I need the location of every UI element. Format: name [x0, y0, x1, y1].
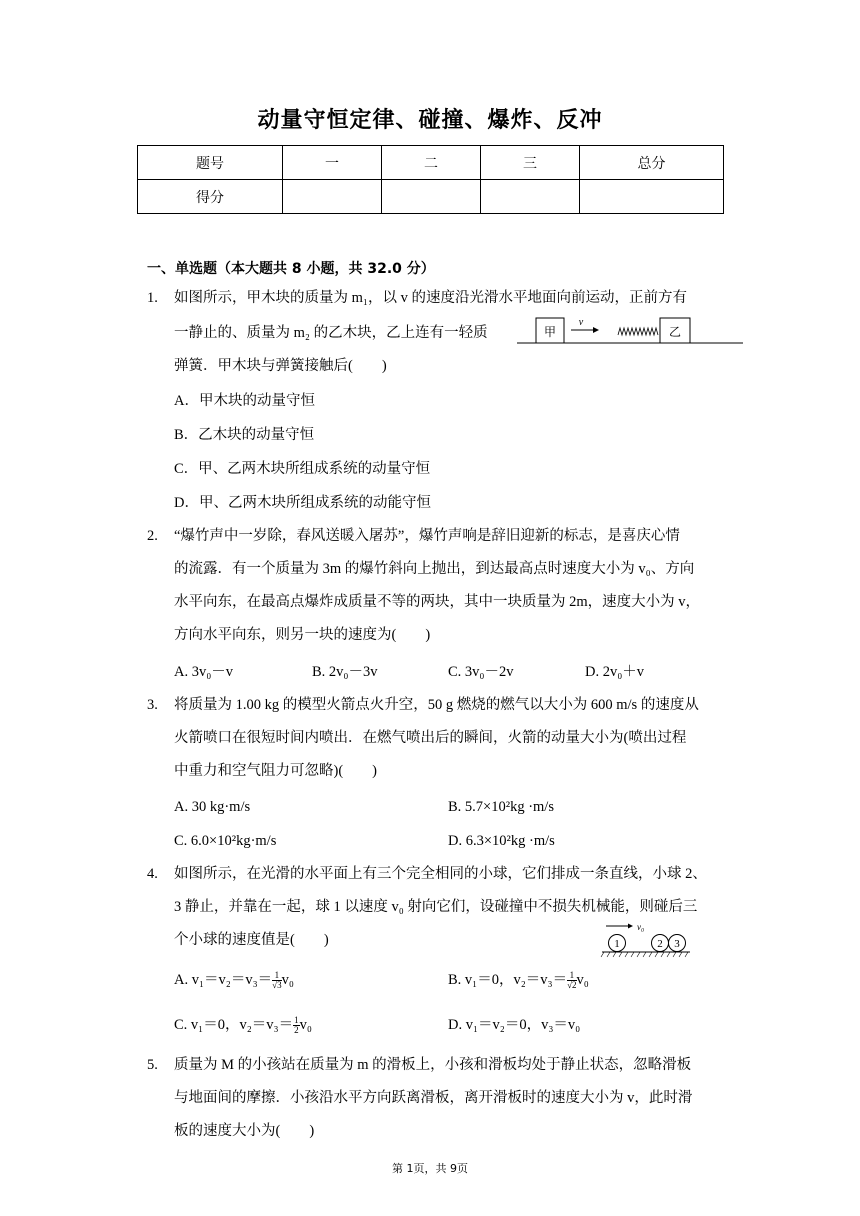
option-b[interactable]: B．乙木块的动量守恒	[174, 427, 315, 443]
question-number: 3.	[147, 697, 158, 713]
option-d[interactable]: D. v₁＝v₂＝0，v₃＝v₀	[448, 1017, 581, 1033]
fraction	[567, 971, 576, 990]
question-number: 5.	[147, 1057, 158, 1073]
fraction-denominator: √2	[567, 980, 577, 991]
question-text: 火箭喷口在很短时间内喷出．在燃气喷出后的瞬间，火箭的动量大小为(喷出过程	[174, 730, 687, 746]
table-row	[138, 146, 724, 180]
question-text: 水平向东，在最高点爆炸成质量不等的两块，其中一块质量为 2m，速度大小为 v，	[174, 594, 701, 610]
section-heading: 一、单选题（本大题共 8 小题，共 32.0 分）	[147, 261, 435, 277]
ball-2-label: 2	[657, 938, 663, 950]
block-a-label: 甲	[543, 325, 557, 339]
option-d[interactable]: D. 6.3×10²kg ·m/s	[448, 833, 555, 849]
ball-1-label: 1	[614, 938, 620, 950]
table-cell: 二	[382, 146, 481, 180]
question-text: 方向水平向东，则另一块的速度为( )	[174, 627, 431, 643]
block-b-label: 乙	[668, 325, 682, 339]
table-cell: 三	[481, 146, 580, 180]
velocity-label: v	[578, 317, 584, 328]
option-d[interactable]: D．甲、乙两木块所组成系统的动能守恒	[174, 495, 431, 511]
fraction-denominator: 2	[294, 1025, 299, 1036]
option-text: v₀	[299, 1017, 312, 1033]
question-number: 4.	[147, 866, 158, 882]
option-b[interactable]: B. 5.7×10²kg ·m/s	[448, 799, 554, 815]
fraction-numerator: 1	[567, 971, 576, 981]
question-text: 弹簧．甲木块与弹簧接触后( )	[174, 358, 387, 374]
table-cell: 得分	[138, 180, 283, 214]
question-text: 3 静止，并靠在一起，球 1 以速度 v₀ 射向它们，设碰撞中不损失机械能，则碰后三	[174, 899, 698, 915]
question-text: 质量为 M 的小孩站在质量为 m 的滑板上，小孩和滑板均处于静止状态，忽略滑板	[174, 1057, 692, 1073]
option-text: C. v₁＝0，v₂＝v₃＝	[174, 1017, 294, 1033]
fraction-numerator: 1	[272, 971, 281, 981]
blocks-spring-figure	[515, 313, 745, 349]
question-text: “爆竹声中一岁除，春风送暖入屠苏”，爆竹声响是辞旧迎新的标志，是喜庆心情	[174, 528, 680, 544]
fraction-numerator: 1	[294, 1015, 299, 1026]
table-cell: 一	[283, 146, 382, 180]
question-text: 将质量为 1.00 kg 的模型火箭点火升空，50 g 燃烧的燃气以大小为 600 m/s 的速度从	[174, 697, 699, 713]
question-text: 个小球的速度值是( )	[174, 932, 329, 948]
option-text: B. v₁＝0，v₂＝v₃＝	[448, 972, 568, 988]
velocity-label: v₀	[637, 922, 645, 932]
table-row	[138, 180, 724, 214]
question-text: 一静止的、质量为 m₂ 的乙木块，乙上连有一轻质	[174, 325, 488, 341]
table-cell: 题号	[138, 146, 283, 180]
question-text: 与地面间的摩擦．小孩沿水平方向跃离滑板，离开滑板时的速度大小为 v，此时滑	[174, 1090, 693, 1106]
option-c[interactable]: C. 3v₀－2v	[448, 664, 514, 680]
score-cell[interactable]	[481, 180, 580, 214]
option-b[interactable]: B. 2v₀－3v	[312, 664, 378, 680]
option-c[interactable]	[174, 1015, 312, 1035]
option-d[interactable]: D. 2v₀＋v	[585, 664, 645, 680]
ball-3-label: 3	[674, 938, 680, 950]
question-text: 如图所示，甲木块的质量为 m₁，以 v 的速度沿光滑水平地面向前运动，正前方有	[174, 290, 687, 306]
question-number: 1.	[147, 290, 158, 306]
option-a[interactable]: A．甲木块的动量守恒	[174, 393, 315, 409]
score-cell[interactable]	[580, 180, 724, 214]
question-number: 2.	[147, 528, 158, 544]
option-a[interactable]	[174, 970, 294, 990]
page-title: 动量守恒定律、碰撞、爆炸、反冲	[257, 108, 603, 133]
question-text: 中重力和空气阻力可忽略)( )	[174, 763, 377, 779]
option-text: v₀	[281, 972, 294, 988]
score-cell[interactable]	[283, 180, 382, 214]
question-text: 的流露．有一个质量为 3m 的爆竹斜向上抛出，到达最高点时速度大小为 v₀、方向	[174, 561, 695, 577]
fraction-denominator: √3	[272, 980, 282, 991]
option-a[interactable]: A. 3v₀－v	[174, 664, 234, 680]
option-c[interactable]: C．甲、乙两木块所组成系统的动量守恒	[174, 461, 431, 477]
score-cell[interactable]	[382, 180, 481, 214]
question-text: 板的速度大小为( )	[174, 1123, 315, 1139]
page-footer: 第 1页，共 9页	[392, 1162, 468, 1175]
table-cell: 总分	[580, 146, 724, 180]
score-table	[137, 145, 724, 214]
option-a[interactable]: A. 30 kg·m/s	[174, 799, 251, 815]
option-text: v₀	[576, 972, 589, 988]
fraction	[272, 971, 281, 990]
option-b[interactable]	[448, 970, 589, 990]
option-c[interactable]: C. 6.0×10²kg·m/s	[174, 833, 277, 849]
three-balls-figure	[600, 918, 692, 960]
question-text: 如图所示，在光滑的水平面上有三个完全相同的小球，它们排成一条直线，小球 2、	[174, 866, 707, 882]
option-text: A. v₁＝v₂＝v₃＝	[174, 972, 273, 988]
